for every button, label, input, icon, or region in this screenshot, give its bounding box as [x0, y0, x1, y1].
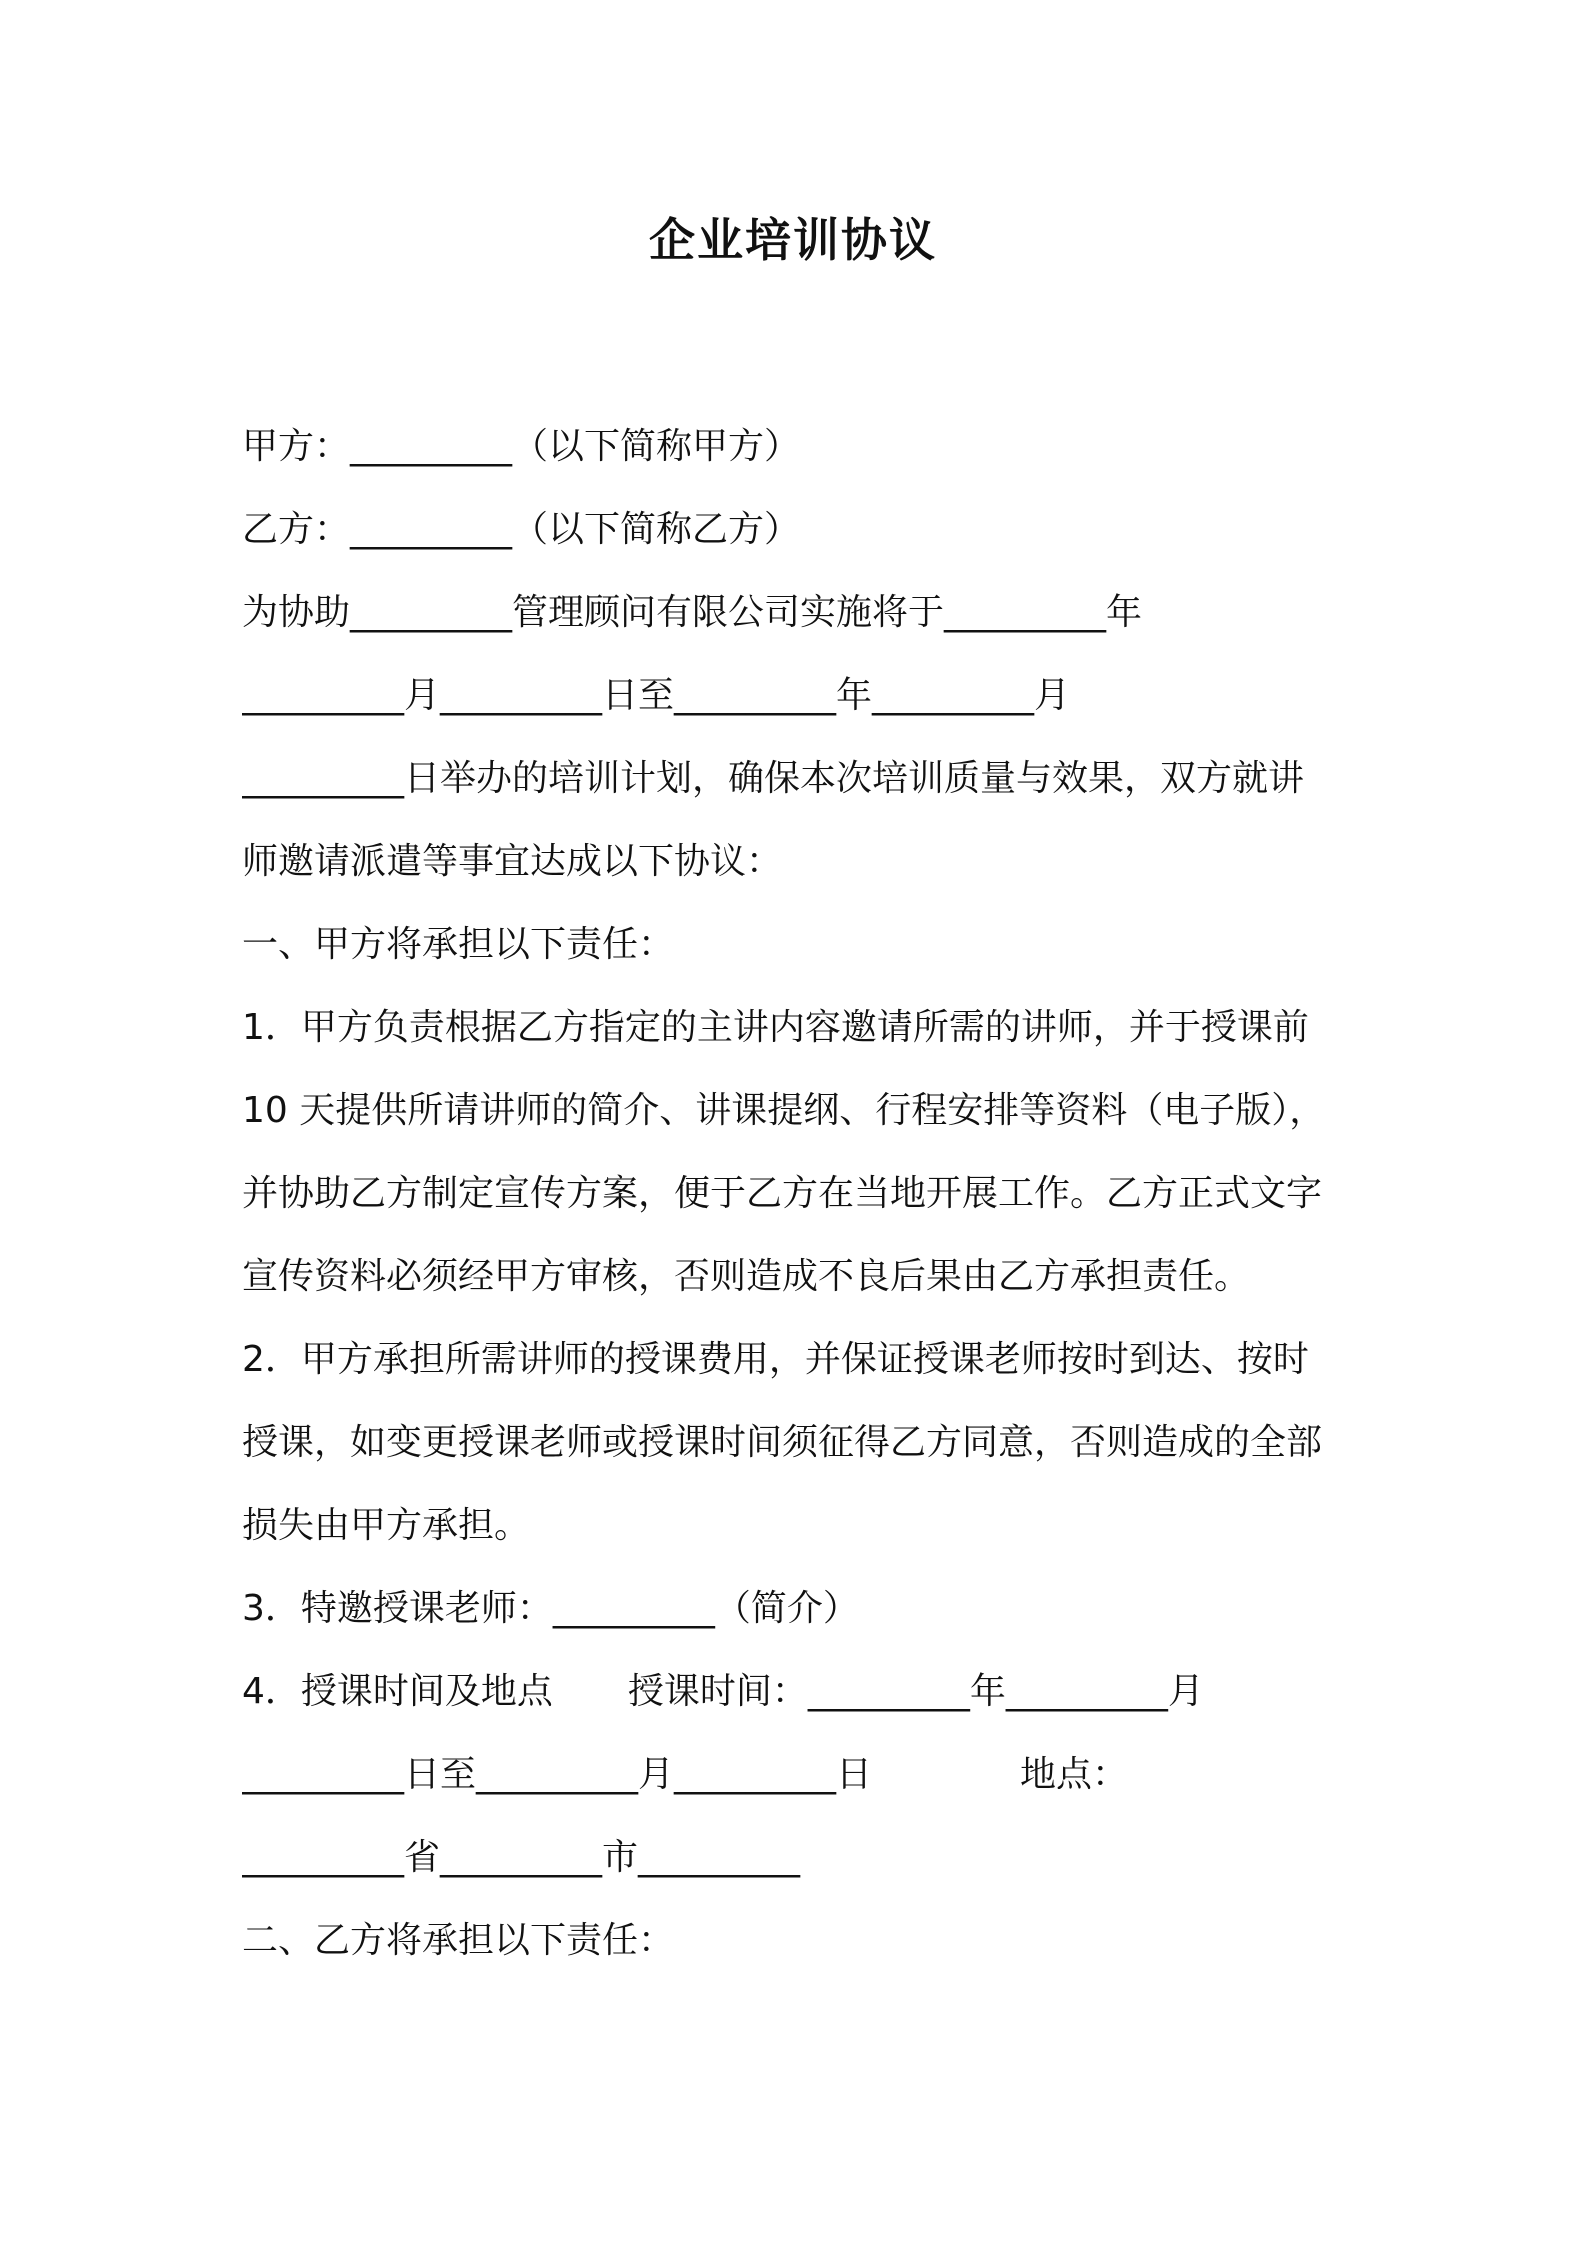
clause-4-line — [242, 1733, 1352, 1816]
paragraph-line: _________日举办的培训计划，确保本次培训质量与效果，双方就讲 — [242, 758, 1305, 799]
clause-1-line: 1．甲方负责根据乙方指定的主讲内容邀请所需的讲师，并于授课前 — [242, 1007, 1309, 1048]
clause-4-time: 授课时间：_________年_________月 — [627, 1671, 1204, 1712]
section-heading-1: 一、甲方将承担以下责任： — [242, 924, 675, 965]
paragraph-line: _________月_________日至_________年_________月 — [242, 675, 1070, 716]
paragraph-line: 为协助_________管理顾问有限公司实施将于_________年 — [242, 592, 1143, 633]
clause-1-line: 10 天提供所请讲师的简介、讲课提纲、行程安排等资料（电子版）， — [242, 1090, 1326, 1131]
clause-4-location-label: 地点： — [1020, 1754, 1129, 1795]
clause-2-line: 2．甲方承担所需讲师的授课费用，并保证授课老师按时到达、按时 — [242, 1339, 1309, 1380]
clause-4-location-line: _________省_________市_________ — [242, 1837, 800, 1878]
clause-2-line: 授课，如变更授课老师或授课时间须征得乙方同意，否则造成的全部 — [242, 1422, 1323, 1463]
clause-1-line: 宣传资料必须经甲方审核，否则造成不良后果由乙方承担责任。 — [242, 1256, 1251, 1297]
paragraph-line: 师邀请派遣等事宜达成以下协议： — [242, 841, 783, 882]
section-heading-2: 二、乙方将承担以下责任： — [242, 1920, 675, 1961]
clause-4-date-range: _________日至_________月_________日 — [242, 1754, 872, 1795]
party-a-line: 甲方：_________（以下简称甲方） — [242, 426, 801, 467]
clause-2-line: 损失由甲方承担。 — [242, 1505, 531, 1546]
document-title: 企业培训协议 — [649, 213, 937, 267]
document-body — [242, 405, 1352, 1982]
clause-4-line — [242, 1650, 1352, 1733]
clause-4-label: 4．授课时间及地点 — [242, 1671, 553, 1712]
party-b-line: 乙方：_________（以下简称乙方） — [242, 509, 801, 550]
clause-3-line: 3．特邀授课老师：_________（简介） — [242, 1588, 859, 1629]
clause-1-line: 并协助乙方制定宣传方案，便于乙方在当地开展工作。乙方正式文字 — [242, 1173, 1323, 1214]
